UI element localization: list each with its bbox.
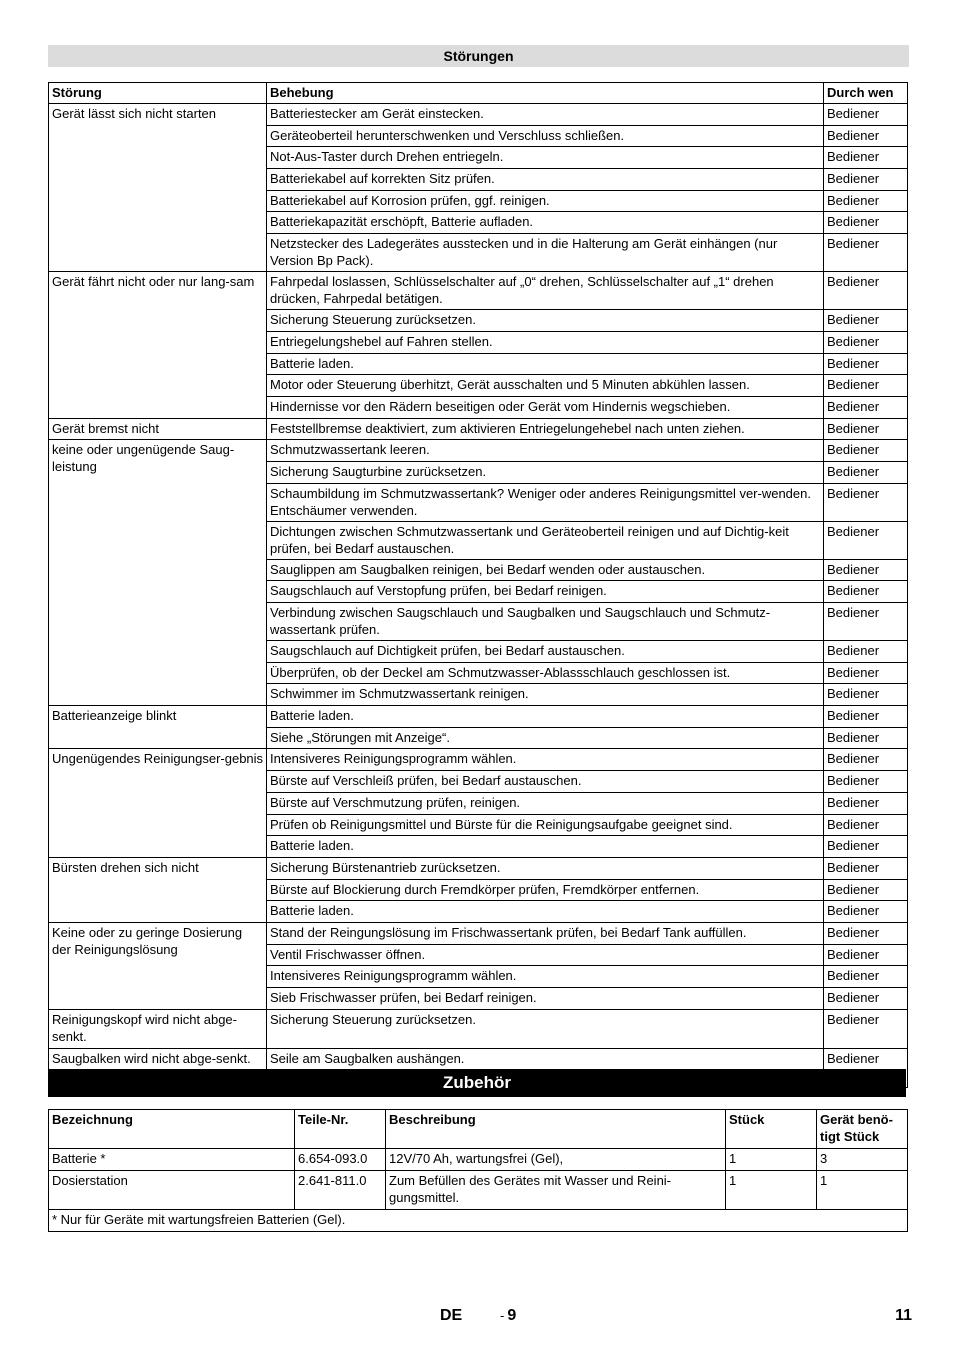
fault-remedy: Feststellbremse deaktiviert, zum aktivieren Entriegelungehebel nach unten ziehen.	[267, 418, 824, 440]
header-device-quantity: Gerät benö-tigt Stück	[817, 1110, 908, 1149]
header-problem: Störung	[49, 83, 267, 104]
fault-remedy: Verbindung zwischen Saugschlauch und Saugbalken und Saugschlauch und Schmutz-wassertank prüfen.	[267, 603, 824, 641]
fault-remedy: Hindernisse vor den Rädern beseitigen oder Gerät vom Hindernis wegschieben.	[267, 396, 824, 418]
fault-who: Bediener	[824, 104, 908, 126]
fault-who: Bediener	[824, 169, 908, 191]
accessory-designation: Dosierstation	[49, 1171, 295, 1210]
fault-who: Bediener	[824, 483, 908, 521]
fault-who: Bediener	[824, 125, 908, 147]
fault-problem: Bürsten drehen sich nicht	[49, 857, 267, 922]
fault-who: Bediener	[824, 147, 908, 169]
fault-remedy: Bürste auf Verschmutzung prüfen, reinigen.	[267, 792, 824, 814]
fault-remedy: Intensiveres Reinigungsprogramm wählen.	[267, 966, 824, 988]
fault-row	[49, 1009, 908, 1048]
fault-who: Bediener	[824, 706, 908, 728]
fault-who: Bediener	[824, 879, 908, 901]
faults-table	[48, 82, 908, 1088]
fault-remedy: Batterie laden.	[267, 836, 824, 858]
fault-who: Bediener	[824, 684, 908, 706]
fault-who: Bediener	[824, 190, 908, 212]
accessory-footnote-row	[49, 1210, 908, 1232]
accessory-row	[49, 1171, 908, 1210]
accessories-section-title: Zubehör	[48, 1069, 906, 1097]
fault-row	[49, 857, 908, 879]
fault-who: Bediener	[824, 901, 908, 923]
footer-section-page	[500, 1307, 516, 1325]
fault-remedy: Not-Aus-Taster durch Drehen entriegeln.	[267, 147, 824, 169]
fault-problem: Ungenügendes Reinigungser-gebnis	[49, 749, 267, 857]
faults-body	[49, 104, 908, 1088]
fault-remedy: Sauglippen am Saugbalken reinigen, bei Bedarf wenden oder austauschen.	[267, 559, 824, 581]
fault-remedy: Netzstecker des Ladegerätes ausstecken und in die Halterung am Gerät einhängen (nur Version Bp Pack).	[267, 234, 824, 272]
header-designation: Bezeichnung	[49, 1110, 295, 1149]
fault-problem: Batterieanzeige blinkt	[49, 706, 267, 749]
fault-row	[49, 706, 908, 728]
faults-header-row	[49, 83, 908, 104]
fault-who: Bediener	[824, 272, 908, 310]
fault-remedy: Saugschlauch auf Dichtigkeit prüfen, bei Bedarf austauschen.	[267, 641, 824, 663]
fault-who: Bediener	[824, 440, 908, 462]
fault-remedy: Sicherung Saugturbine zurücksetzen.	[267, 461, 824, 483]
fault-who: Bediener	[824, 749, 908, 771]
fault-remedy: Batterie laden.	[267, 706, 824, 728]
faults-section-title: Störungen	[48, 45, 909, 67]
accessory-quantity: 1	[726, 1171, 817, 1210]
header-description: Beschreibung	[386, 1110, 726, 1149]
fault-remedy: Saugschlauch auf Verstopfung prüfen, bei Bedarf reinigen.	[267, 581, 824, 603]
fault-remedy: Sicherung Steuerung zurücksetzen.	[267, 1009, 824, 1048]
fault-row	[49, 272, 908, 310]
fault-remedy: Stand der Reingungslösung im Frischwassertank prüfen, bei Bedarf Tank auffüllen.	[267, 922, 824, 944]
fault-who: Bediener	[824, 641, 908, 663]
fault-remedy: Ventil Frischwasser öffnen.	[267, 944, 824, 966]
fault-remedy: Bürste auf Blockierung durch Fremdkörper prüfen, Fremdkörper entfernen.	[267, 879, 824, 901]
fault-who: Bediener	[824, 234, 908, 272]
fault-row	[49, 104, 908, 126]
header-quantity: Stück	[726, 1110, 817, 1149]
footer-section-page-number: 9	[507, 1307, 517, 1324]
accessories-table	[48, 1109, 908, 1232]
fault-remedy: Überprüfen, ob der Deckel am Schmutzwasser-Ablassschlauch geschlossen ist.	[267, 662, 824, 684]
fault-remedy: Dichtungen zwischen Schmutzwassertank und Geräteoberteil reinigen und auf Dichtig-keit prüfen, bei Bedarf austauschen.	[267, 521, 824, 559]
fault-remedy: Schmutzwassertank leeren.	[267, 440, 824, 462]
fault-remedy: Seile am Saugbalken aushängen.	[267, 1048, 824, 1087]
accessory-footnote: * Nur für Geräte mit wartungsfreien Batterien (Gel).	[49, 1210, 908, 1232]
fault-who: Bediener	[824, 1048, 908, 1087]
fault-remedy: Batteriekapazität erschöpft, Batterie aufladen.	[267, 212, 824, 234]
fault-who: Bediener	[824, 1009, 908, 1048]
fault-remedy: Siehe „Störungen mit Anzeige“.	[267, 727, 824, 749]
fault-problem: Gerät fährt nicht oder nur lang-sam	[49, 272, 267, 418]
fault-who: Bediener	[824, 396, 908, 418]
accessory-part-number: 2.641-811.0	[295, 1171, 386, 1210]
accessory-quantity: 1	[726, 1149, 817, 1171]
fault-who: Bediener	[824, 375, 908, 397]
fault-remedy: Schwimmer im Schmutzwassertank reinigen.	[267, 684, 824, 706]
fault-who: Bediener	[824, 662, 908, 684]
fault-row	[49, 440, 908, 462]
fault-who: Bediener	[824, 212, 908, 234]
fault-remedy: Batteriekabel auf korrekten Sitz prüfen.	[267, 169, 824, 191]
fault-remedy: Sieb Frischwasser prüfen, bei Bedarf reinigen.	[267, 988, 824, 1010]
fault-remedy: Batterie laden.	[267, 901, 824, 923]
fault-remedy: Entriegelungshebel auf Fahren stellen.	[267, 331, 824, 353]
fault-who: Bediener	[824, 836, 908, 858]
accessory-description: 12V/70 Ah, wartungsfrei (Gel),	[386, 1149, 726, 1171]
accessories-header-row	[49, 1110, 908, 1149]
fault-remedy: Motor oder Steuerung überhitzt, Gerät ausschalten und 5 Minuten abkühlen lassen.	[267, 375, 824, 397]
fault-who: Bediener	[824, 461, 908, 483]
fault-remedy: Batteriekabel auf Korrosion prüfen, ggf. reinigen.	[267, 190, 824, 212]
fault-who: Bediener	[824, 771, 908, 793]
header-part-number: Teile-Nr.	[295, 1110, 386, 1149]
fault-problem: Saugbalken wird nicht abge-senkt.	[49, 1048, 267, 1087]
fault-remedy: Sicherung Steuerung zurücksetzen.	[267, 310, 824, 332]
accessory-row	[49, 1149, 908, 1171]
fault-who: Bediener	[824, 792, 908, 814]
fault-remedy: Intensiveres Reinigungsprogramm wählen.	[267, 749, 824, 771]
fault-who: Bediener	[824, 418, 908, 440]
fault-remedy: Bürste auf Verschleiß prüfen, bei Bedarf austauschen.	[267, 771, 824, 793]
header-who: Durch wen	[824, 83, 908, 104]
fault-problem: Reinigungskopf wird nicht abge-senkt.	[49, 1009, 267, 1048]
fault-who: Bediener	[824, 944, 908, 966]
fault-row	[49, 749, 908, 771]
fault-who: Bediener	[824, 814, 908, 836]
fault-remedy: Batteriestecker am Gerät einstecken.	[267, 104, 824, 126]
fault-who: Bediener	[824, 353, 908, 375]
fault-who: Bediener	[824, 331, 908, 353]
fault-who: Bediener	[824, 603, 908, 641]
accessory-device-quantity: 1	[817, 1171, 908, 1210]
fault-problem: Gerät lässt sich nicht starten	[49, 104, 267, 272]
fault-problem: keine oder ungenügende Saug-leistung	[49, 440, 267, 706]
accessory-part-number: 6.654-093.0	[295, 1149, 386, 1171]
header-remedy: Behebung	[267, 83, 824, 104]
accessory-description: Zum Befüllen des Gerätes mit Wasser und Reini-gungsmittel.	[386, 1171, 726, 1210]
fault-problem: Keine oder zu geringe Dosierung der Reinigungslösung	[49, 922, 267, 1009]
footer-language: DE	[440, 1307, 463, 1324]
fault-who: Bediener	[824, 988, 908, 1010]
fault-remedy: Schaumbildung im Schmutzwassertank? Weniger oder anderes Reinigungsmittel ver-wenden. Entschäumer verwenden.	[267, 483, 824, 521]
fault-who: Bediener	[824, 966, 908, 988]
fault-remedy: Batterie laden.	[267, 353, 824, 375]
fault-remedy: Geräteoberteil herunterschwenken und Verschluss schließen.	[267, 125, 824, 147]
fault-who: Bediener	[824, 559, 908, 581]
fault-problem: Gerät bremst nicht	[49, 418, 267, 440]
accessory-device-quantity: 3	[817, 1149, 908, 1171]
fault-who: Bediener	[824, 581, 908, 603]
fault-remedy: Sicherung Bürstenantrieb zurücksetzen.	[267, 857, 824, 879]
fault-who: Bediener	[824, 310, 908, 332]
fault-who: Bediener	[824, 521, 908, 559]
fault-row	[49, 922, 908, 944]
fault-remedy: Fahrpedal loslassen, Schlüsselschalter auf „0“ drehen, Schlüsselschalter auf „1“ drehen drücken, Fahrpedal betätigen.	[267, 272, 824, 310]
fault-who: Bediener	[824, 922, 908, 944]
fault-who: Bediener	[824, 857, 908, 879]
fault-who: Bediener	[824, 727, 908, 749]
footer-page-number: 11	[895, 1307, 912, 1324]
footer-dash: -	[500, 1308, 505, 1323]
fault-row	[49, 418, 908, 440]
accessory-designation: Batterie *	[49, 1149, 295, 1171]
fault-remedy: Prüfen ob Reinigungsmittel und Bürste für die Reinigungsaufgabe geeignet sind.	[267, 814, 824, 836]
